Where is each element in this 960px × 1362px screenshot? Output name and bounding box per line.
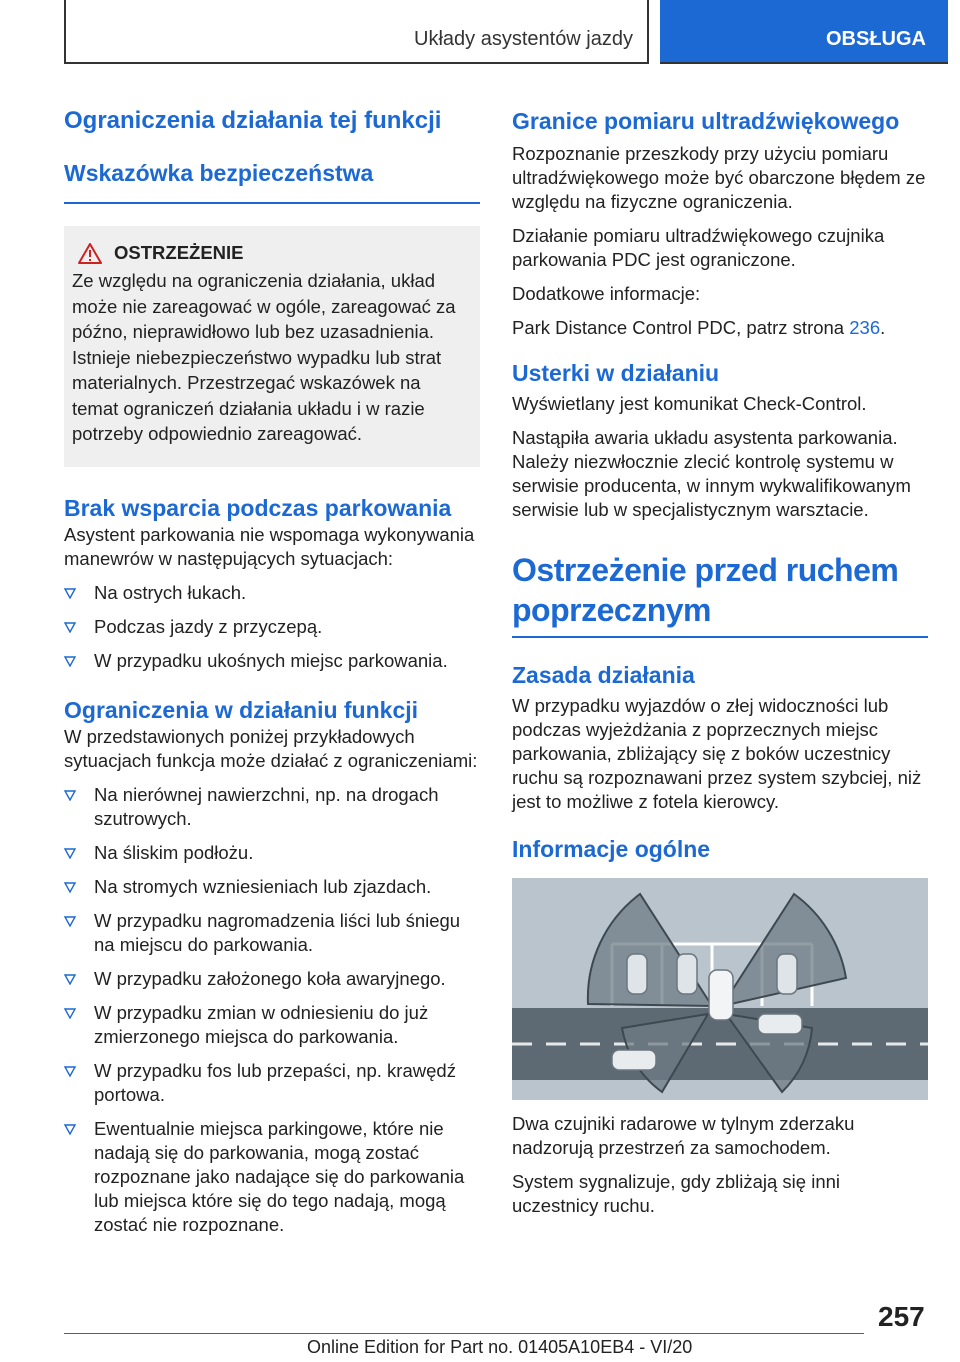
list-item xyxy=(64,783,480,831)
general-p2: System sygnalizuje, gdy zbliżają się inni uczestnicy ruchu. xyxy=(512,1171,841,1216)
ultrasonic-p3: Dodatkowe informacje: xyxy=(512,283,701,304)
cross-traffic-illustration xyxy=(512,878,928,1100)
list-item xyxy=(64,909,480,957)
heading-func-limits: Ograniczenia w działaniu funkcji xyxy=(64,696,419,723)
header-tab-label: OBSŁUGA xyxy=(826,28,926,50)
list-item-text: W przypadku nagromadzenia liści lub śniegu na miejscu do parkowania. xyxy=(94,909,461,955)
list-item-text: Podczas jazdy z przyczepą. xyxy=(94,615,323,637)
heading-faults: Usterki w działaniu xyxy=(512,360,720,386)
list-item-text: W przypadku ukośnych miejsc parkowania. xyxy=(94,649,448,671)
triangle-bullet-icon xyxy=(64,1123,76,1135)
triangle-bullet-icon xyxy=(64,1007,76,1019)
header-tab[interactable] xyxy=(660,0,948,64)
triangle-bullet-icon xyxy=(64,587,76,599)
page-ref-prefix: Park Distance Control PDC, patrz strona xyxy=(512,317,850,338)
triangle-bullet-icon xyxy=(64,973,76,985)
list-item xyxy=(64,875,480,899)
list-item-text: Na nierównej nawierzchni, np. na drogach szutrowych. xyxy=(94,783,439,829)
triangle-bullet-icon xyxy=(64,621,76,633)
page-number: 257 xyxy=(878,1301,925,1332)
list-item xyxy=(64,1059,480,1107)
no-support-intro: Asystent parkowania nie wspomaga wykonywania manewrów w następujących sytuacjach: xyxy=(64,523,475,569)
right-column xyxy=(512,96,928,1218)
list-item-text: Ewentualnie miejsca parkingowe, które nie nadają się do parkowania, mogą zostać rozpoznane jako nadające się do parkowania lub miejsca które się do tego nadają, mogą zostać nie rozpoznane. xyxy=(94,1117,465,1235)
triangle-bullet-icon xyxy=(64,915,76,927)
list-item xyxy=(64,967,480,991)
heading-principle: Zasada działania xyxy=(512,662,695,688)
cross-traffic-illustration-svg xyxy=(512,878,928,1100)
list-item xyxy=(64,1001,480,1049)
page-ref-link[interactable]: 236 xyxy=(849,317,881,338)
triangle-bullet-icon xyxy=(64,789,76,801)
heading-general: Informacje ogólne xyxy=(512,836,711,862)
heading-ultrasonic: Granice pomiaru ultradźwiękowego xyxy=(512,108,900,134)
triangle-bullet-icon xyxy=(64,881,76,893)
warning-title: OSTRZEŻENIE xyxy=(114,242,244,263)
warning-text: Ze względu na ograniczenia działania, układ może nie zareagować w ogóle, zareagować za późno, nieprawidłowo lub bez uzasadnienia. Istnieje niebezpieczeństwo wypadku lub strat materialnych. Przestrzegać wskazówek na temat ograniczeń działania układu i w razie potrzeby odpowiednio zareagować. xyxy=(72,270,456,444)
warning-title-row xyxy=(72,242,470,264)
list-item-text: Na śliskim podłożu. xyxy=(94,841,254,863)
faults-p2: Nastąpiła awaria układu asystenta parkowania. Należy niezwłocznie zlecić kontrolę systemu w serwisie producenta, w innym wykwalifikowanym serwisie lub w specjalistycznym warsztacie. xyxy=(512,427,911,520)
faults-p1: Wyświetlany jest komunikat Check-Control. xyxy=(512,393,867,414)
warning-triangle-icon xyxy=(78,243,102,264)
func-limits-intro: W przedstawionych poniżej przykładowych sytuacjach funkcja może działać z ograniczeniami: xyxy=(64,725,478,771)
list-item xyxy=(64,841,480,865)
ultrasonic-p1: Rozpoznanie przeszkody przy użyciu pomiaru ultradźwiękowego może być obarczone błędem ze względu na fizyczne ograniczenia. xyxy=(512,143,926,212)
list-item-text: Na stromych wzniesieniach lub zjazdach. xyxy=(94,875,432,897)
left-column xyxy=(64,96,480,1237)
heading-safety: Wskazówka bezpieczeństwa xyxy=(64,136,480,204)
list-item xyxy=(64,1117,480,1237)
list-item xyxy=(64,615,480,639)
list-item-text: Na ostrych łukach. xyxy=(94,581,247,603)
list-item-text: W przypadku założonego koła awaryjnego. xyxy=(94,967,446,989)
triangle-bullet-icon xyxy=(64,1065,76,1077)
footer-edition: Online Edition for Part no. 01405A10EB4 - VI/20 xyxy=(307,1337,693,1357)
ultrasonic-p4 xyxy=(512,316,928,340)
list-item xyxy=(64,581,480,605)
warning-box xyxy=(64,226,480,467)
footer-divider xyxy=(64,1333,864,1334)
triangle-bullet-icon xyxy=(64,847,76,859)
list-item xyxy=(64,649,480,673)
page-ref-suffix: . xyxy=(880,317,886,338)
no-support-list xyxy=(64,581,480,673)
general-p1: Dwa czujniki radarowe w tylnym zderzaku nadzorują przestrzeń za samochodem. xyxy=(512,1113,855,1158)
header-section-title: Układy asystentów jazdy xyxy=(414,28,633,50)
heading-cross-traffic: Ostrzeżenie przed ruchem poprzecznym xyxy=(512,550,928,638)
header-section-box xyxy=(64,0,649,64)
heading-no-support: Brak wsparcia podczas parkowania xyxy=(64,494,452,521)
triangle-bullet-icon xyxy=(64,655,76,667)
list-item-text: W przypadku fos lub przepaści, np. krawędź portowa. xyxy=(94,1059,456,1105)
ultrasonic-p2: Działanie pomiaru ultradźwiękowego czujnika parkowania PDC jest ograniczone. xyxy=(512,225,885,270)
func-limits-list xyxy=(64,783,480,1237)
heading-limits: Ograniczenia działania tej funkcji xyxy=(64,107,442,134)
principle-p: W przypadku wyjazdów o złej widoczności lub podczas wyjeżdżania z poprzecznych miejsc parkowania, zbliżający się z boków uczestnicy ruchu są rozpoznawani przez system szybciej, niż jest to możliwe z fotela kierowcy. xyxy=(512,695,922,812)
list-item-text: W przypadku zmian w odniesieniu do już zmierzonego miejsca do parkowania. xyxy=(94,1001,429,1047)
